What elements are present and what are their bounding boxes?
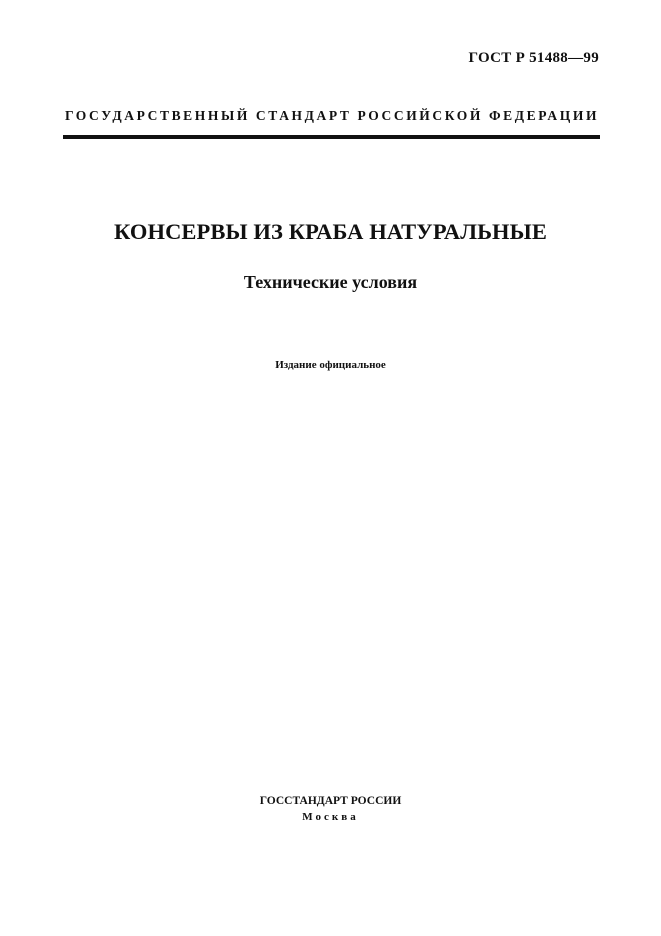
header-rule — [63, 135, 600, 139]
state-standard-heading: ГОСУДАРСТВЕННЫЙ СТАНДАРТ РОССИЙСКОЙ ФЕДЕРАЦИИ — [64, 108, 600, 123]
publication-city: Москва — [302, 811, 359, 823]
edition-note: Издание официальное — [275, 359, 386, 371]
publisher-name: ГОССТАНДАРТ РОССИИ — [259, 795, 402, 807]
document-number: ГОСТ Р 51488—99 — [468, 50, 599, 66]
document-subtitle: Технические условия — [243, 272, 418, 292]
document-title: КОНСЕРВЫ ИЗ КРАБА НАТУРАЛЬНЫЕ — [114, 219, 547, 244]
